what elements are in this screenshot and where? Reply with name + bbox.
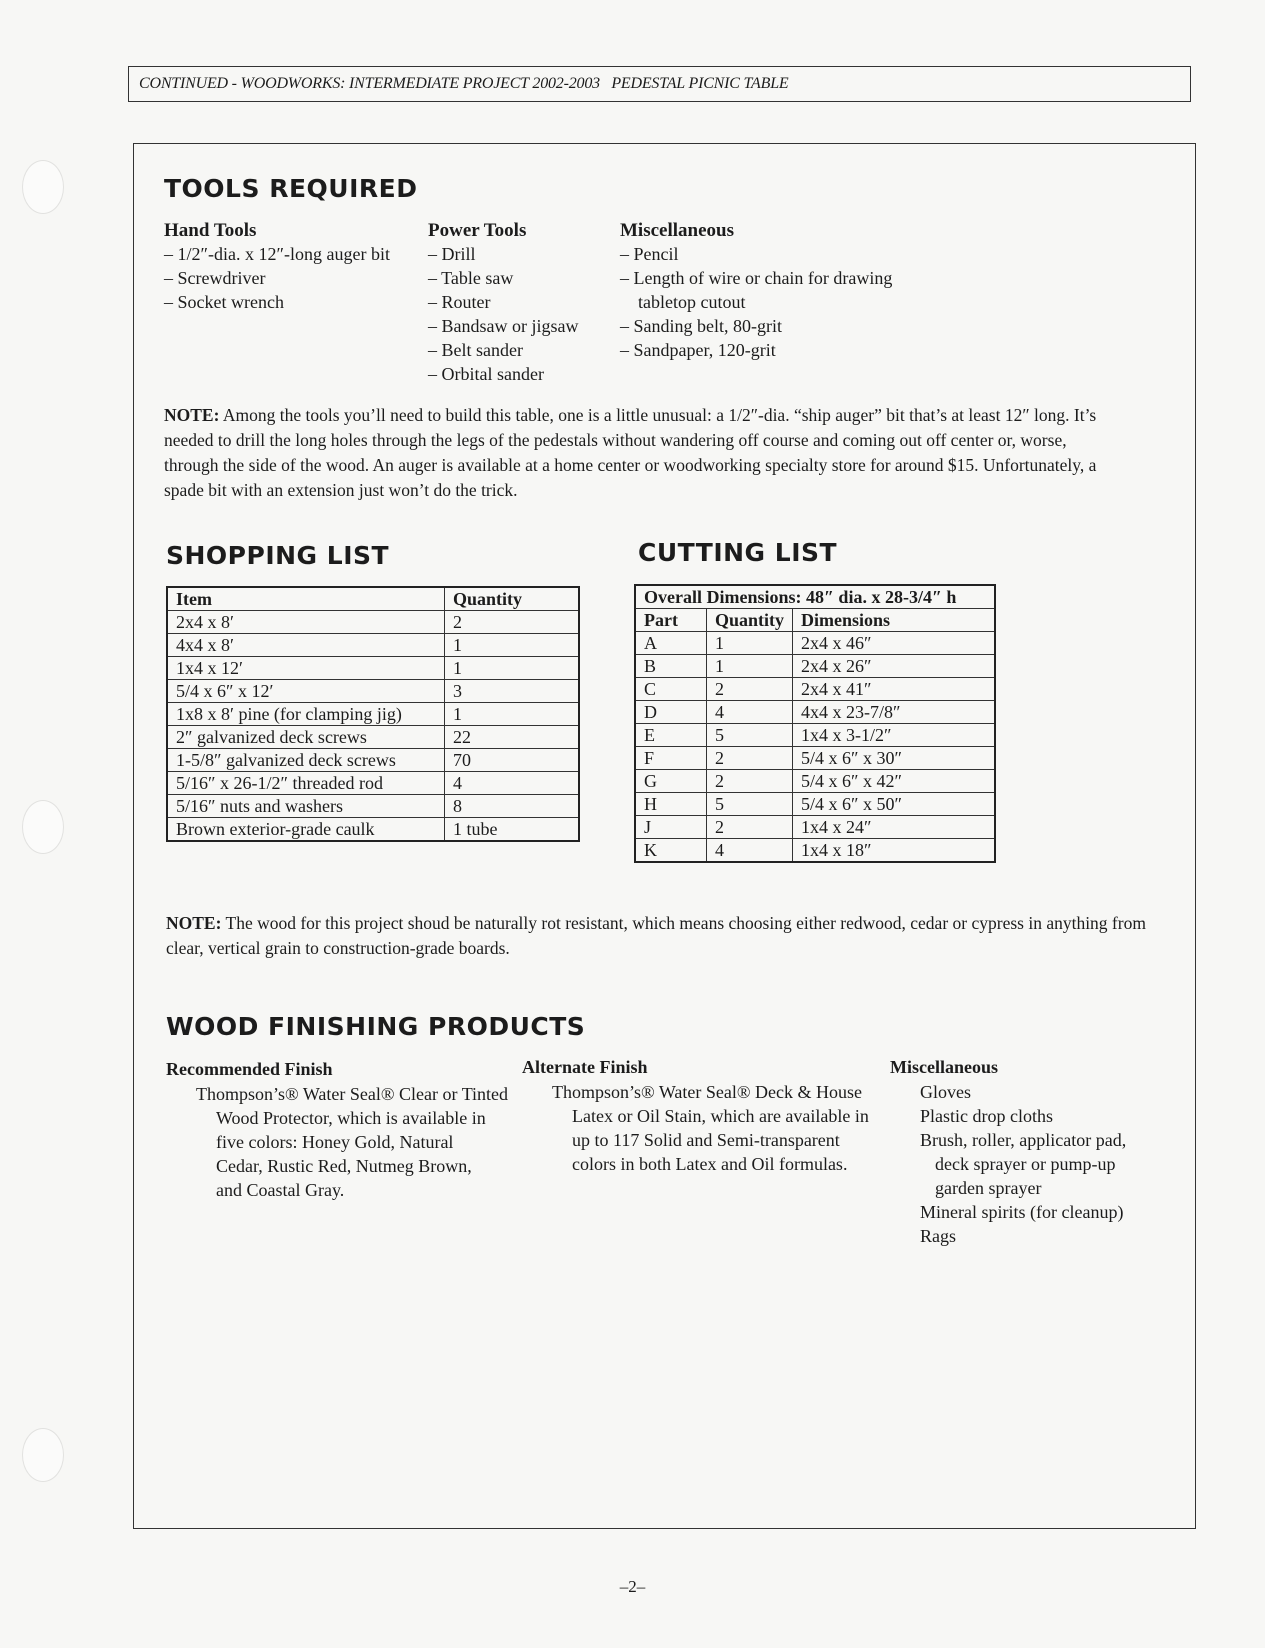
quantity-cell: 2	[707, 770, 793, 793]
table-row	[635, 839, 995, 863]
item-cell: 1x4 x 12′	[167, 657, 445, 680]
table-row	[167, 703, 579, 726]
running-header-text: CONTINUED - WOODWORKS: INTERMEDIATE PROJECT 2002-2003 PEDESTAL PICNIC TABLE	[139, 75, 789, 92]
item-cell: 1x8 x 8′ pine (for clamping jig)	[167, 703, 445, 726]
list-item: – Drill	[428, 244, 476, 264]
part-cell: F	[635, 747, 707, 770]
dimensions-cell: 2x4 x 41″	[793, 678, 995, 701]
note-text: The wood for this project shoud be naturally rot resistant, which means choosing either redwood, cedar or cypress in anything from clear, vertical grain to construction-grade boards.	[166, 913, 1146, 958]
header-cell: Quantity	[445, 587, 580, 611]
recommended-heading: Recommended Finish	[166, 1059, 333, 1079]
quantity-cell: 2	[707, 678, 793, 701]
dimensions-cell: 5/4 x 6″ x 30″	[793, 747, 995, 770]
quantity-cell: 2	[707, 747, 793, 770]
list-item: – Length of wire or chain for drawing	[620, 268, 893, 288]
punch-hole	[22, 160, 64, 214]
running-header	[128, 66, 1191, 102]
header-cell: Dimensions	[793, 609, 995, 632]
note-label: NOTE:	[164, 405, 220, 425]
table-row	[635, 701, 995, 724]
list-item: deck sprayer or pump-up	[935, 1154, 1116, 1174]
finishing-title: WOOD FINISHING PRODUCTS	[166, 1012, 586, 1041]
shopping-table	[166, 586, 580, 842]
list-item: Rags	[920, 1226, 956, 1246]
dimensions-cell: 1x4 x 3-1/2″	[793, 724, 995, 747]
quantity-cell: 2	[445, 611, 580, 634]
dimensions-cell: 5/4 x 6″ x 50″	[793, 793, 995, 816]
cutting-title: CUTTING LIST	[638, 538, 838, 567]
header-cell: Item	[167, 587, 445, 611]
alternate-heading: Alternate Finish	[522, 1057, 648, 1077]
item-cell: 2″ galvanized deck screws	[167, 726, 445, 749]
table-row	[635, 724, 995, 747]
list-item: Brush, roller, applicator pad,	[920, 1130, 1127, 1150]
table-row	[167, 611, 579, 634]
table-row	[635, 678, 995, 701]
list-item: garden sprayer	[935, 1178, 1042, 1198]
list-item: Plastic drop cloths	[920, 1106, 1053, 1126]
quantity-cell: 5	[707, 724, 793, 747]
part-cell: A	[635, 632, 707, 655]
list-item: – Pencil	[620, 244, 679, 264]
item-cell: 5/16″ x 26-1/2″ threaded rod	[167, 772, 445, 795]
misc-tools-heading: Miscellaneous	[620, 220, 734, 241]
item-cell: 4x4 x 8′	[167, 634, 445, 657]
dimensions-cell: 2x4 x 26″	[793, 655, 995, 678]
part-cell: B	[635, 655, 707, 678]
list-item: – Sandpaper, 120-grit	[620, 340, 776, 360]
quantity-cell: 3	[445, 680, 580, 703]
part-cell: J	[635, 816, 707, 839]
misc-finishing-heading: Miscellaneous	[890, 1057, 998, 1077]
recommended-body: Wood Protector, which is available in five colors: Honey Gold, Natural Cedar, Rustic Red, Nutmeg Brown, and Coastal Gray.	[216, 1108, 486, 1200]
table-row	[635, 816, 995, 839]
wood-note	[166, 911, 1146, 961]
table-row	[167, 749, 579, 772]
table-row	[635, 632, 995, 655]
part-cell: H	[635, 793, 707, 816]
quantity-cell: 8	[445, 795, 580, 818]
table-row	[167, 634, 579, 657]
list-item: – Orbital sander	[428, 364, 544, 384]
overall-dimensions: Overall Dimensions: 48″ dia. x 28-3/4″ h	[635, 585, 995, 609]
dimensions-cell: 1x4 x 24″	[793, 816, 995, 839]
hand-tools-heading: Hand Tools	[164, 220, 257, 241]
quantity-cell: 1	[445, 634, 580, 657]
list-item: – Router	[428, 292, 491, 312]
quantity-cell: 4	[707, 701, 793, 724]
part-cell: C	[635, 678, 707, 701]
power-tools-heading: Power Tools	[428, 220, 527, 241]
quantity-cell: 4	[707, 839, 793, 863]
item-cell: 2x4 x 8′	[167, 611, 445, 634]
list-item: – Bandsaw or jigsaw	[428, 316, 579, 336]
item-cell: 5/16″ nuts and washers	[167, 795, 445, 818]
quantity-cell: 4	[445, 772, 580, 795]
header-cell: Part	[635, 609, 707, 632]
quantity-cell: 1	[445, 703, 580, 726]
quantity-cell: 5	[707, 793, 793, 816]
list-item: – 1/2″-dia. x 12″-long auger bit	[164, 244, 390, 264]
table-row	[167, 795, 579, 818]
alternate-body: Latex or Oil Stain, which are available in up to 117 Solid and Semi-transparent colors in both Latex and Oil formulas.	[572, 1106, 869, 1174]
cutting-table	[634, 584, 996, 863]
note-text: Among the tools you’ll need to build this table, one is a little unusual: a 1/2″-dia. “ship auger” bit that’s at least 12″ long. It’s needed to drill the long holes through the legs of the pedestals without wandering off course and coming out off center or, worse, through the side of the wood. An auger is available at a home center or woodworking specialty store for around $15. Unfortunately, a spade bit with an extension just won’t do the trick.	[164, 405, 1097, 500]
table-row	[167, 680, 579, 703]
quantity-cell: 22	[445, 726, 580, 749]
part-cell: D	[635, 701, 707, 724]
list-item: – Screwdriver	[164, 268, 266, 288]
hand-tools-column	[164, 220, 390, 314]
recommended-first-line: Thompson’s® Water Seal® Clear or Tinted	[196, 1084, 509, 1104]
misc-tools-list	[620, 242, 892, 362]
table-row	[167, 726, 579, 749]
quantity-cell: 1	[707, 632, 793, 655]
list-item: Mineral spirits (for cleanup)	[920, 1202, 1124, 1222]
dimensions-cell: 4x4 x 23-7/8″	[793, 701, 995, 724]
quantity-cell: 70	[445, 749, 580, 772]
misc-tools-column	[620, 220, 892, 362]
dimensions-cell: 1x4 x 18″	[793, 839, 995, 863]
table-row	[635, 747, 995, 770]
overall-dimensions-row	[635, 585, 995, 609]
table-row	[167, 772, 579, 795]
page-number: –2–	[619, 1577, 646, 1596]
list-item: Gloves	[920, 1082, 971, 1102]
alternate-first-line: Thompson’s® Water Seal® Deck & House	[552, 1082, 863, 1102]
table-row	[635, 655, 995, 678]
table-row	[167, 657, 579, 680]
tools-title: TOOLS REQUIRED	[164, 174, 418, 203]
table-header-row	[167, 587, 579, 611]
dimensions-cell: 2x4 x 46″	[793, 632, 995, 655]
part-cell: K	[635, 839, 707, 863]
list-item: tabletop cutout	[638, 292, 746, 312]
quantity-cell: 1	[707, 655, 793, 678]
dimensions-cell: 5/4 x 6″ x 42″	[793, 770, 995, 793]
item-cell: Brown exterior-grade caulk	[167, 818, 445, 842]
item-cell: 1-5/8″ galvanized deck screws	[167, 749, 445, 772]
table-header-row	[635, 609, 995, 632]
alternate-finish	[522, 1055, 882, 1176]
punch-hole	[22, 800, 64, 854]
hand-tools-list	[164, 242, 390, 314]
punch-hole	[22, 1428, 64, 1482]
note-label: NOTE:	[166, 913, 222, 933]
misc-finishing	[890, 1055, 1150, 1248]
quantity-cell: 1 tube	[445, 818, 580, 842]
part-cell: G	[635, 770, 707, 793]
shopping-title: SHOPPING LIST	[166, 541, 390, 570]
item-cell: 5/4 x 6″ x 12′	[167, 680, 445, 703]
quantity-cell: 2	[707, 816, 793, 839]
table-row	[635, 770, 995, 793]
power-tools-list	[428, 242, 578, 386]
table-row	[635, 793, 995, 816]
header-cell: Quantity	[707, 609, 793, 632]
quantity-cell: 1	[445, 657, 580, 680]
power-tools-column	[428, 220, 578, 386]
list-item: – Table saw	[428, 268, 514, 288]
table-row	[167, 818, 579, 842]
part-cell: E	[635, 724, 707, 747]
list-item: – Belt sander	[428, 340, 523, 360]
tools-note	[164, 403, 1104, 503]
recommended-finish	[166, 1057, 526, 1202]
list-item: – Socket wrench	[164, 292, 284, 312]
list-item: – Sanding belt, 80-grit	[620, 316, 782, 336]
